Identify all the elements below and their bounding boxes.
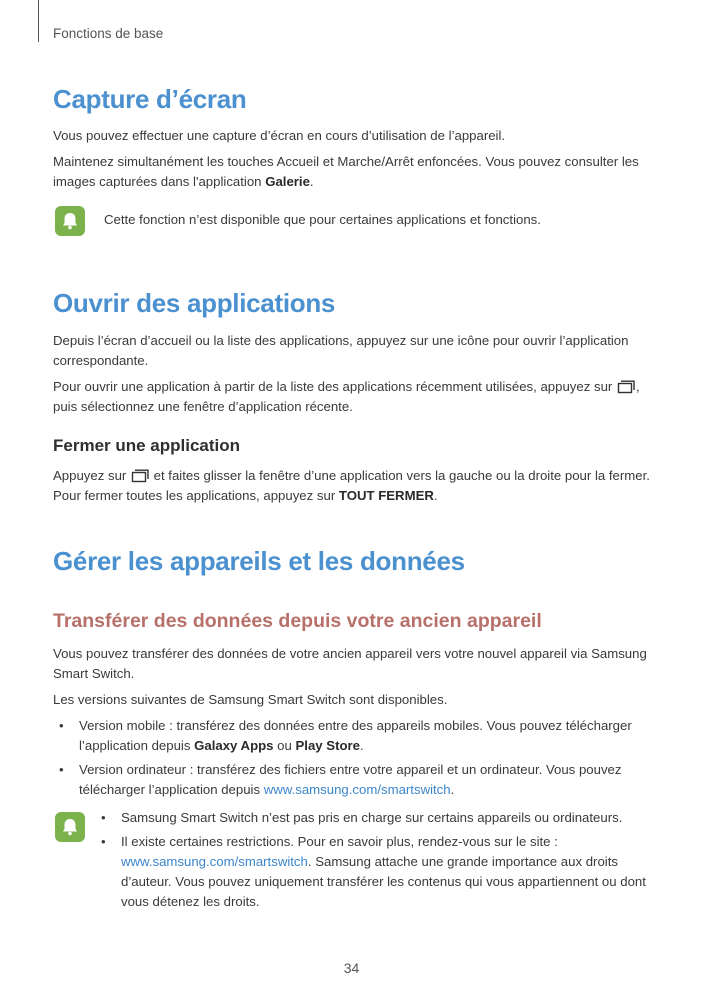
store-name-galaxy-apps: Galaxy Apps xyxy=(194,738,274,753)
subsection-transfer xyxy=(53,610,653,633)
text-run: et faites glisser la fenêtre d’une application vers la gauche ou la droite pour la fermer. Pour fermer toutes les applications, appuyez sur xyxy=(53,468,650,503)
text-run: Appuyez sur xyxy=(53,468,130,483)
section-manage-devices xyxy=(53,546,653,577)
bullet: • xyxy=(59,762,64,777)
recent-apps-icon xyxy=(617,380,635,394)
text-run: . xyxy=(450,782,455,797)
section-capture xyxy=(53,84,653,115)
text-run: Pour ouvrir une application à partir de la liste des applications récemment utilisées, appuyez sur xyxy=(53,379,616,394)
list-item xyxy=(95,832,655,912)
note-text: Cette fonction n’est disponible que pour certaines applications et fonctions. xyxy=(104,212,541,227)
paragraph xyxy=(53,466,653,506)
paragraph: Vous pouvez effectuer une capture d’écran en cours d’utilisation de l’appareil. xyxy=(53,128,506,143)
paragraph xyxy=(53,377,653,417)
note-bell-icon xyxy=(55,206,85,236)
recent-apps-icon xyxy=(131,469,149,483)
bullet: • xyxy=(101,810,106,825)
text-run: . xyxy=(309,174,314,189)
text-run: . Samsung attache une grande importance aux droits d’auteur. Vous pouvez uniquement transférer les contenus qui vous appartiennent ou dont vous détenez les droits. xyxy=(121,854,646,909)
text-run: . xyxy=(433,488,438,503)
note-bell-icon xyxy=(55,812,85,842)
paragraph: Depuis l’écran d’accueil ou la liste des applications, appuyez sur une icône pour ouvrir l’application correspondante. xyxy=(53,333,629,368)
section-capture-body xyxy=(53,126,653,192)
text-run: , puis sélectionnez une fenêtre d’application récente. xyxy=(53,379,640,414)
text-run: Il existe certaines restrictions. Pour en savoir plus, rendez-vous sur le site : xyxy=(121,834,558,849)
list-item xyxy=(53,716,653,756)
paragraph xyxy=(53,152,653,192)
note-list xyxy=(95,808,655,912)
section-open-apps xyxy=(53,288,653,319)
running-title: Fonctions de base xyxy=(53,26,164,41)
paragraph: Les versions suivantes de Samsung Smart Switch sont disponibles. xyxy=(53,692,448,707)
text-run: Maintenez simultanément les touches Accueil et Marche/Arrêt enfoncées. Vous pouvez consulter les images capturées dans l'application xyxy=(53,154,639,189)
list-item xyxy=(53,760,653,800)
store-name-play-store: Play Store xyxy=(295,738,361,753)
header-rule xyxy=(38,0,39,42)
version-list xyxy=(53,716,653,800)
paragraph: Vous pouvez transférer des données de votre ancien appareil vers votre nouvel appareil via Samsung Smart Switch. xyxy=(53,646,647,681)
subsection-transfer-body xyxy=(53,644,653,804)
text-run: Version ordinateur : transférez des fichiers entre votre appareil et un ordinateur. Vous pouvez télécharger l’application depuis xyxy=(79,762,622,797)
smartswitch-link[interactable]: www.samsung.com/smartswitch xyxy=(263,782,451,797)
list-item xyxy=(95,808,655,828)
section-open-apps-body xyxy=(53,331,653,417)
note-capture xyxy=(104,210,664,230)
section-title-open-apps: Ouvrir des applications xyxy=(53,288,336,318)
text-run: Samsung Smart Switch n’est pas pris en charge sur certains appareils ou ordinateurs. xyxy=(121,810,623,825)
section-title-capture: Capture d’écran xyxy=(53,84,247,114)
subsection-title-transfer: Transférer des données depuis votre ancien appareil xyxy=(53,610,542,632)
page-number: 34 xyxy=(343,960,360,976)
subsection-title-close-app: Fermer une application xyxy=(53,436,241,455)
text-run: Version mobile : transférez des données entre des appareils mobiles. Vous pouvez télécharger l’application depuis xyxy=(79,718,632,753)
bullet: • xyxy=(59,718,64,733)
bullet: • xyxy=(101,834,106,849)
note-smartswitch xyxy=(95,808,655,916)
text-run: ou xyxy=(273,738,296,753)
subsection-close-app-body xyxy=(53,466,653,506)
text-run: . xyxy=(360,738,364,753)
subsection-close-app xyxy=(53,436,653,456)
smartswitch-link[interactable]: www.samsung.com/smartswitch xyxy=(121,854,308,869)
section-title-manage-devices: Gérer les appareils et les données xyxy=(53,546,465,576)
app-name-galerie: Galerie xyxy=(265,174,310,189)
close-all-label: TOUT FERMER xyxy=(338,488,434,503)
